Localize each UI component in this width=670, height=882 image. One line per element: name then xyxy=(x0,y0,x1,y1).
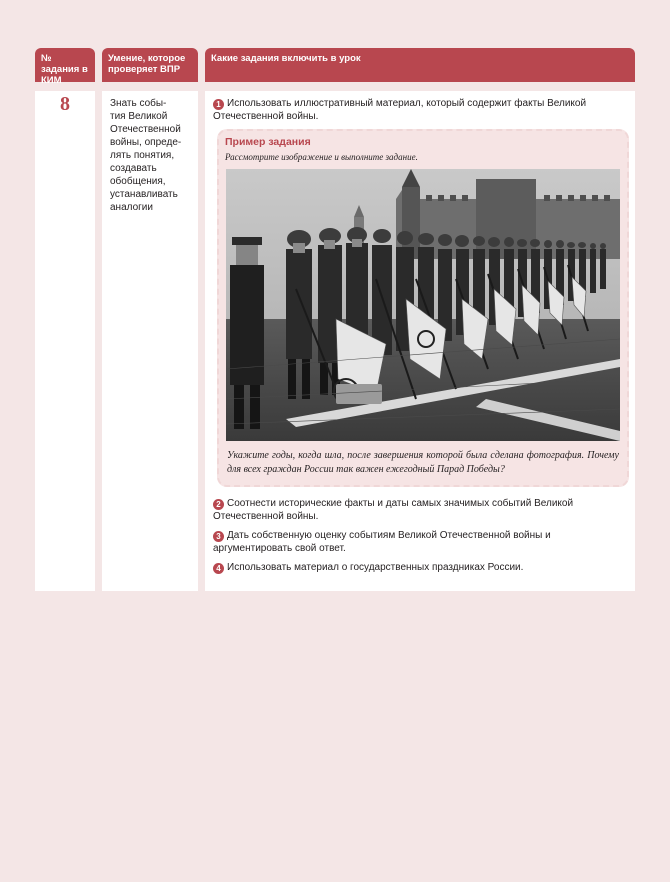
task-number-cell xyxy=(35,91,95,591)
task-item xyxy=(213,529,627,555)
task-item xyxy=(213,497,627,523)
header-tasks-label: Какие задания включить в урок xyxy=(211,53,361,64)
header-task-number-label: № задания в КИМ xyxy=(41,53,88,86)
numbered-circle-icon: 2 xyxy=(213,499,224,510)
task-number: 8 xyxy=(60,93,70,115)
task-item xyxy=(213,561,627,574)
task-item-text: Дать собственную оценку событиям Великой Отечественной войны и аргументировать свой ответ. xyxy=(213,530,551,554)
tasks-cell xyxy=(205,91,635,591)
example-title: Пример задания xyxy=(225,136,311,148)
task-item-text: Соотнести исторические факты и даты самых значимых событий Великой Отечественной войны. xyxy=(213,498,574,522)
task-item xyxy=(213,97,627,123)
example-instruction: Рассмотрите изображение и выполните задание. xyxy=(225,152,418,162)
skill-text: Знать собы- тия Великой Отечественной войны, опреде- лять понятия, создавать обобщения, устанавливать аналогии xyxy=(110,98,182,213)
example-question: Укажите годы, когда шла, после завершения которой была сделана фотография. Почему для всех граждан России так важен ежегодный Парад Победы? xyxy=(227,450,619,475)
task-item-text: Использовать материал о государственных праздниках России. xyxy=(227,562,524,573)
numbered-circle-icon: 3 xyxy=(213,531,224,542)
example-box xyxy=(217,129,629,487)
task-item-text: Использовать иллюстративный материал, который содержит факты Великой Отечественной войны. xyxy=(213,98,587,122)
numbered-circle-icon: 1 xyxy=(213,99,224,110)
header-tasks xyxy=(205,48,635,82)
header-skill xyxy=(102,48,198,82)
numbered-circle-icon: 4 xyxy=(213,563,224,574)
skill-cell xyxy=(102,91,198,591)
header-skill-label: Умение, которое проверяет ВПР xyxy=(108,53,186,75)
header-task-number xyxy=(35,48,95,86)
victory-parade-photo xyxy=(226,169,620,441)
